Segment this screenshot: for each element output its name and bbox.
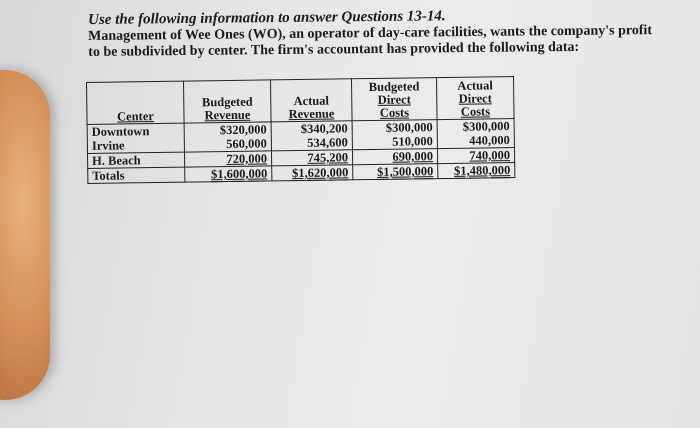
problem-paragraph: [88, 23, 688, 61]
header-budgeted-direct-costs: Budgeted Direct Costs: [351, 78, 437, 121]
cell-center: Totals: [88, 167, 185, 183]
header-actual-revenue: Actual Revenue: [270, 79, 352, 122]
center-data-table: [86, 76, 515, 184]
table-header-row: [87, 77, 515, 125]
cell-budgeted-revenue: $1,600,000: [185, 166, 272, 182]
question-heading: Use the following information to answer Questions 13-14.: [88, 8, 446, 28]
cell-actual-revenue: 534,600: [271, 135, 352, 151]
data-table-wrapper: [86, 76, 515, 184]
thumb-photo-artifact: [0, 70, 50, 400]
paragraph-line-1: Management of Wee Ones (WO), an operator of day-care facilities, wants the company's profit: [88, 23, 653, 44]
header-actual-direct-costs: Actual Direct Costs: [436, 77, 514, 120]
cell-actual-revenue: $1,620,000: [272, 165, 353, 181]
cell-budgeted-revenue: 720,000: [184, 151, 271, 167]
cell-actual-direct-costs: 440,000: [437, 133, 514, 149]
cell-center: Downtown: [87, 123, 184, 139]
header-budgeted-revenue: Budgeted Revenue: [183, 80, 271, 123]
cell-actual-revenue: 745,200: [271, 150, 352, 166]
cell-actual-revenue: $340,200: [271, 121, 352, 137]
cell-budgeted-revenue: 560,000: [184, 136, 271, 152]
cell-center: Irvine: [87, 138, 184, 154]
cell-budgeted-direct-costs: 510,000: [352, 134, 437, 150]
cell-actual-direct-costs: 740,000: [437, 148, 514, 164]
paragraph-line-2: to be subdivided by center. The firm's accountant has provided the following data:: [88, 39, 580, 60]
cell-budgeted-direct-costs: $300,000: [352, 120, 437, 136]
cell-actual-direct-costs: $1,480,000: [438, 163, 515, 179]
header-center: Center: [87, 81, 185, 124]
cell-center: H. Beach: [87, 152, 184, 168]
cell-budgeted-direct-costs: $1,500,000: [353, 164, 438, 180]
cell-budgeted-direct-costs: 690,000: [352, 149, 437, 165]
cell-budgeted-revenue: $320,000: [184, 122, 271, 138]
cell-actual-direct-costs: $300,000: [437, 119, 514, 135]
